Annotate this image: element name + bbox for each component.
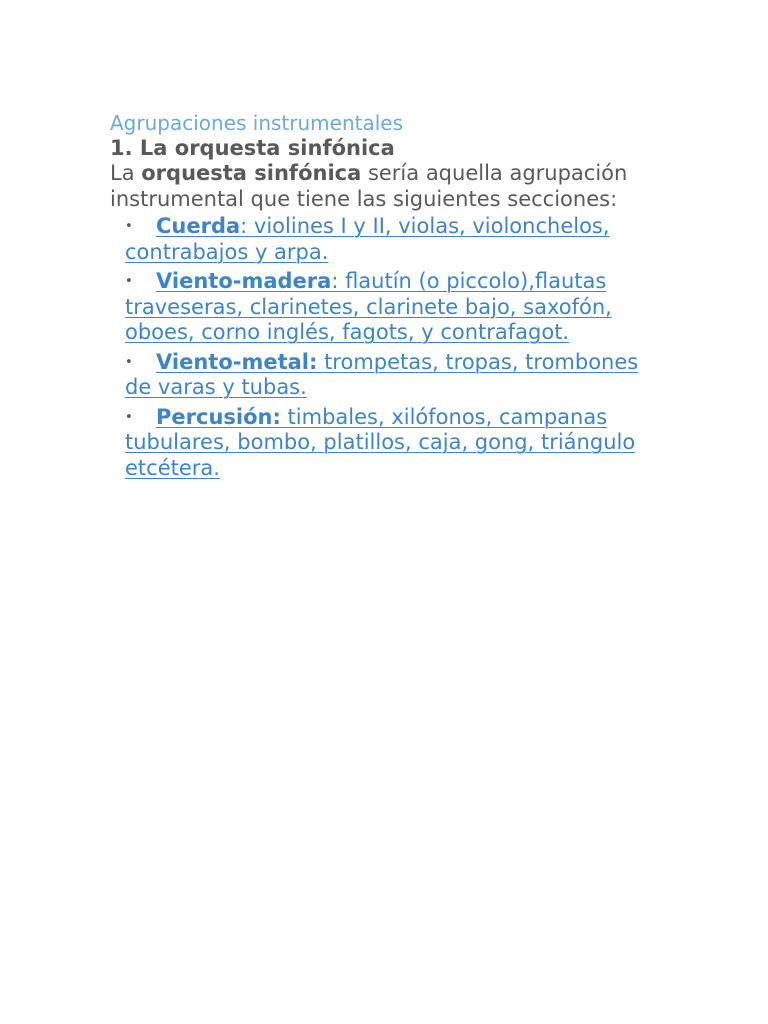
section-term: Viento-madera xyxy=(156,269,332,293)
section-link-cuerda[interactable] xyxy=(125,214,610,264)
section-description: timbales, xilófonos, campanas tubulares, bombo, platillos, caja, gong, triángulo etcétera. xyxy=(125,404,636,480)
bullet-icon: • xyxy=(125,354,133,370)
bullet-icon: • xyxy=(125,219,133,234)
section-description: trompetas, tropas, trombones de varas y tubas. xyxy=(125,349,639,399)
section-term: Percusión: xyxy=(156,404,281,429)
bullet-icon: • xyxy=(125,274,133,289)
intro-bold-term: orquesta sinfónica xyxy=(141,161,362,185)
bullet-icon: • xyxy=(125,409,133,425)
section-term: Viento-metal: xyxy=(156,349,318,374)
intro-prefix: La xyxy=(110,161,142,185)
list-item-percusion xyxy=(110,405,670,482)
sections-list xyxy=(110,214,670,481)
section-link-viento-metal[interactable] xyxy=(125,350,638,400)
section-link-viento-madera[interactable] xyxy=(125,269,612,344)
list-item-viento-madera xyxy=(110,269,670,346)
list-item-viento-metal xyxy=(110,350,670,401)
section-link-percusion[interactable] xyxy=(125,405,635,480)
section-heading: 1. La orquesta sinfónica xyxy=(110,136,395,160)
document-page xyxy=(110,110,670,485)
intro-suffix: sería aquella agrupación instrumental que tiene las siguientes secciones: xyxy=(110,161,628,211)
section-term: Cuerda xyxy=(156,214,241,238)
document-title: Agrupaciones instrumentales xyxy=(110,111,404,135)
section-description: : violines I y II, violas, violonchelos, contrabajos y arpa. xyxy=(125,214,610,264)
list-item-cuerda xyxy=(110,214,670,265)
section-description: : flautín (o piccolo),flautas traveseras, clarinetes, clarinete bajo, saxofón, oboes, corno inglés, fagots, y contrafagot. xyxy=(125,269,612,344)
intro-paragraph xyxy=(110,161,670,212)
